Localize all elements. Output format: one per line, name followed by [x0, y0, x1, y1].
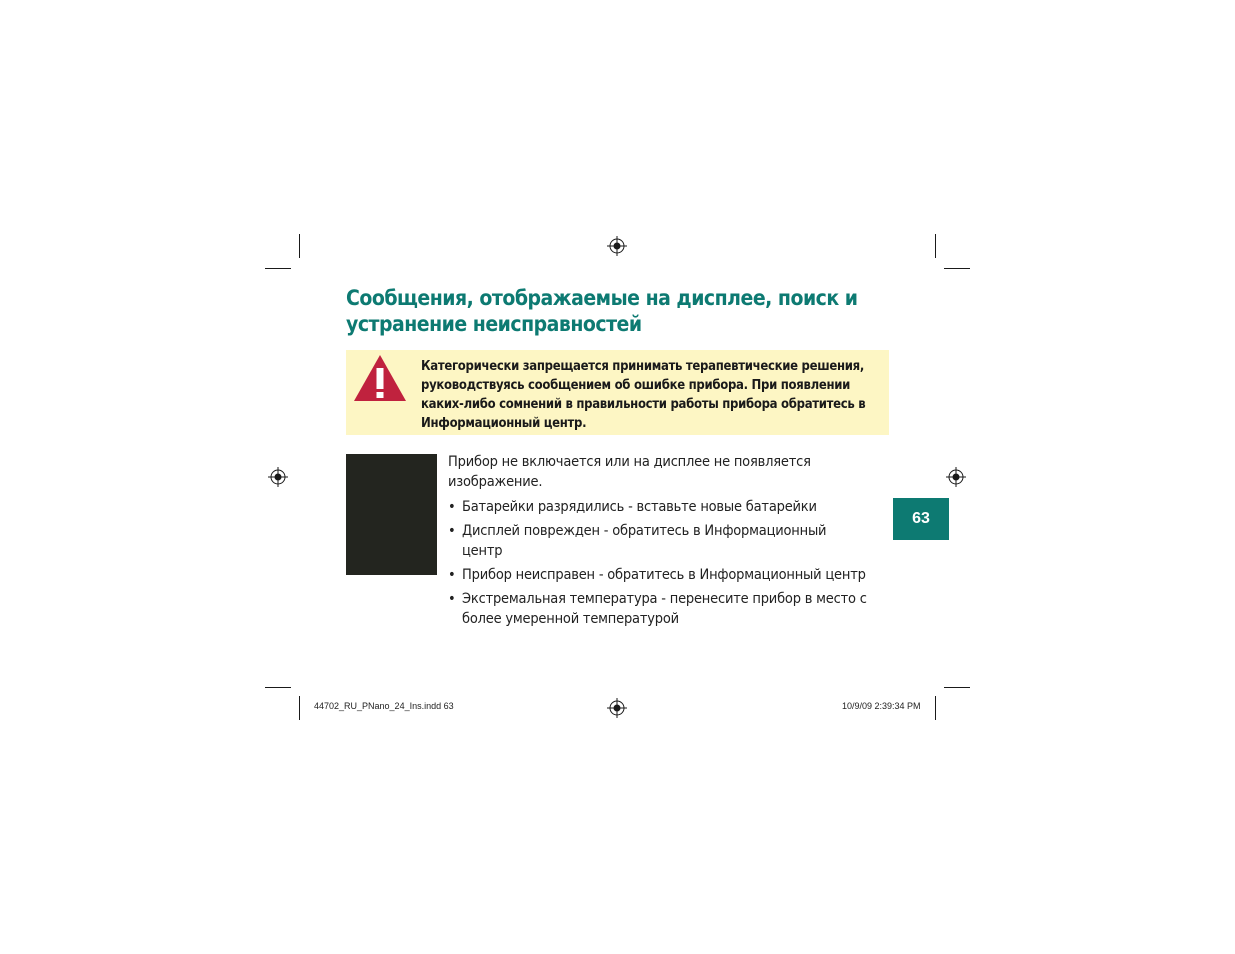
registration-mark-icon: [946, 467, 966, 487]
crop-mark: [944, 268, 970, 269]
warning-triangle-icon: [352, 353, 408, 403]
page-number-tab: 63: [893, 498, 949, 540]
warning-text: Категорически запрещается принимать терапевтические решения, руководствуясь сообщением об ошибке прибора. При появлении каких-либо сомнений в правильности работы прибора обратитесь в Информационный центр.: [421, 359, 866, 431]
crop-mark: [935, 234, 936, 258]
crop-mark: [944, 687, 970, 688]
crop-mark: [299, 696, 300, 720]
list-item: [448, 497, 868, 517]
cause-list: [448, 497, 868, 633]
issue-description: Прибор не включается или на дисплее не появляется изображение.: [448, 454, 811, 490]
blank-display-image: [346, 454, 437, 575]
crop-mark: [265, 268, 291, 269]
bullet-marker: •: [448, 591, 456, 607]
list-item-text: Экстремальная температура - перенесите прибор в место с более умеренной температурой: [462, 591, 867, 627]
registration-mark-icon: [607, 236, 627, 256]
crop-mark: [299, 234, 300, 258]
footer-timestamp: 10/9/09 2:39:34 PM: [842, 701, 921, 711]
list-item: [448, 565, 868, 585]
bullet-marker: •: [448, 567, 456, 583]
crop-mark: [935, 696, 936, 720]
bullet-marker: •: [448, 499, 456, 515]
list-item-text: Дисплей поврежден - обратитесь в Информационный центр: [462, 523, 827, 559]
registration-mark-icon: [607, 698, 627, 718]
footer-file-slug: 44702_RU_PNano_24_Ins.indd 63: [314, 701, 454, 711]
page-title: Сообщения, отображаемые на дисплее, поиск и устранение неисправностей: [346, 286, 858, 336]
crop-mark: [265, 687, 291, 688]
warning-box: [346, 350, 889, 435]
registration-mark-icon: [268, 467, 288, 487]
list-item-text: Батарейки разрядились - вставьте новые батарейки: [462, 499, 817, 515]
list-item: [448, 589, 868, 629]
bullet-marker: •: [448, 523, 456, 539]
list-item-text: Прибор неисправен - обратитесь в Информационный центр: [462, 567, 866, 583]
list-item: [448, 521, 868, 561]
